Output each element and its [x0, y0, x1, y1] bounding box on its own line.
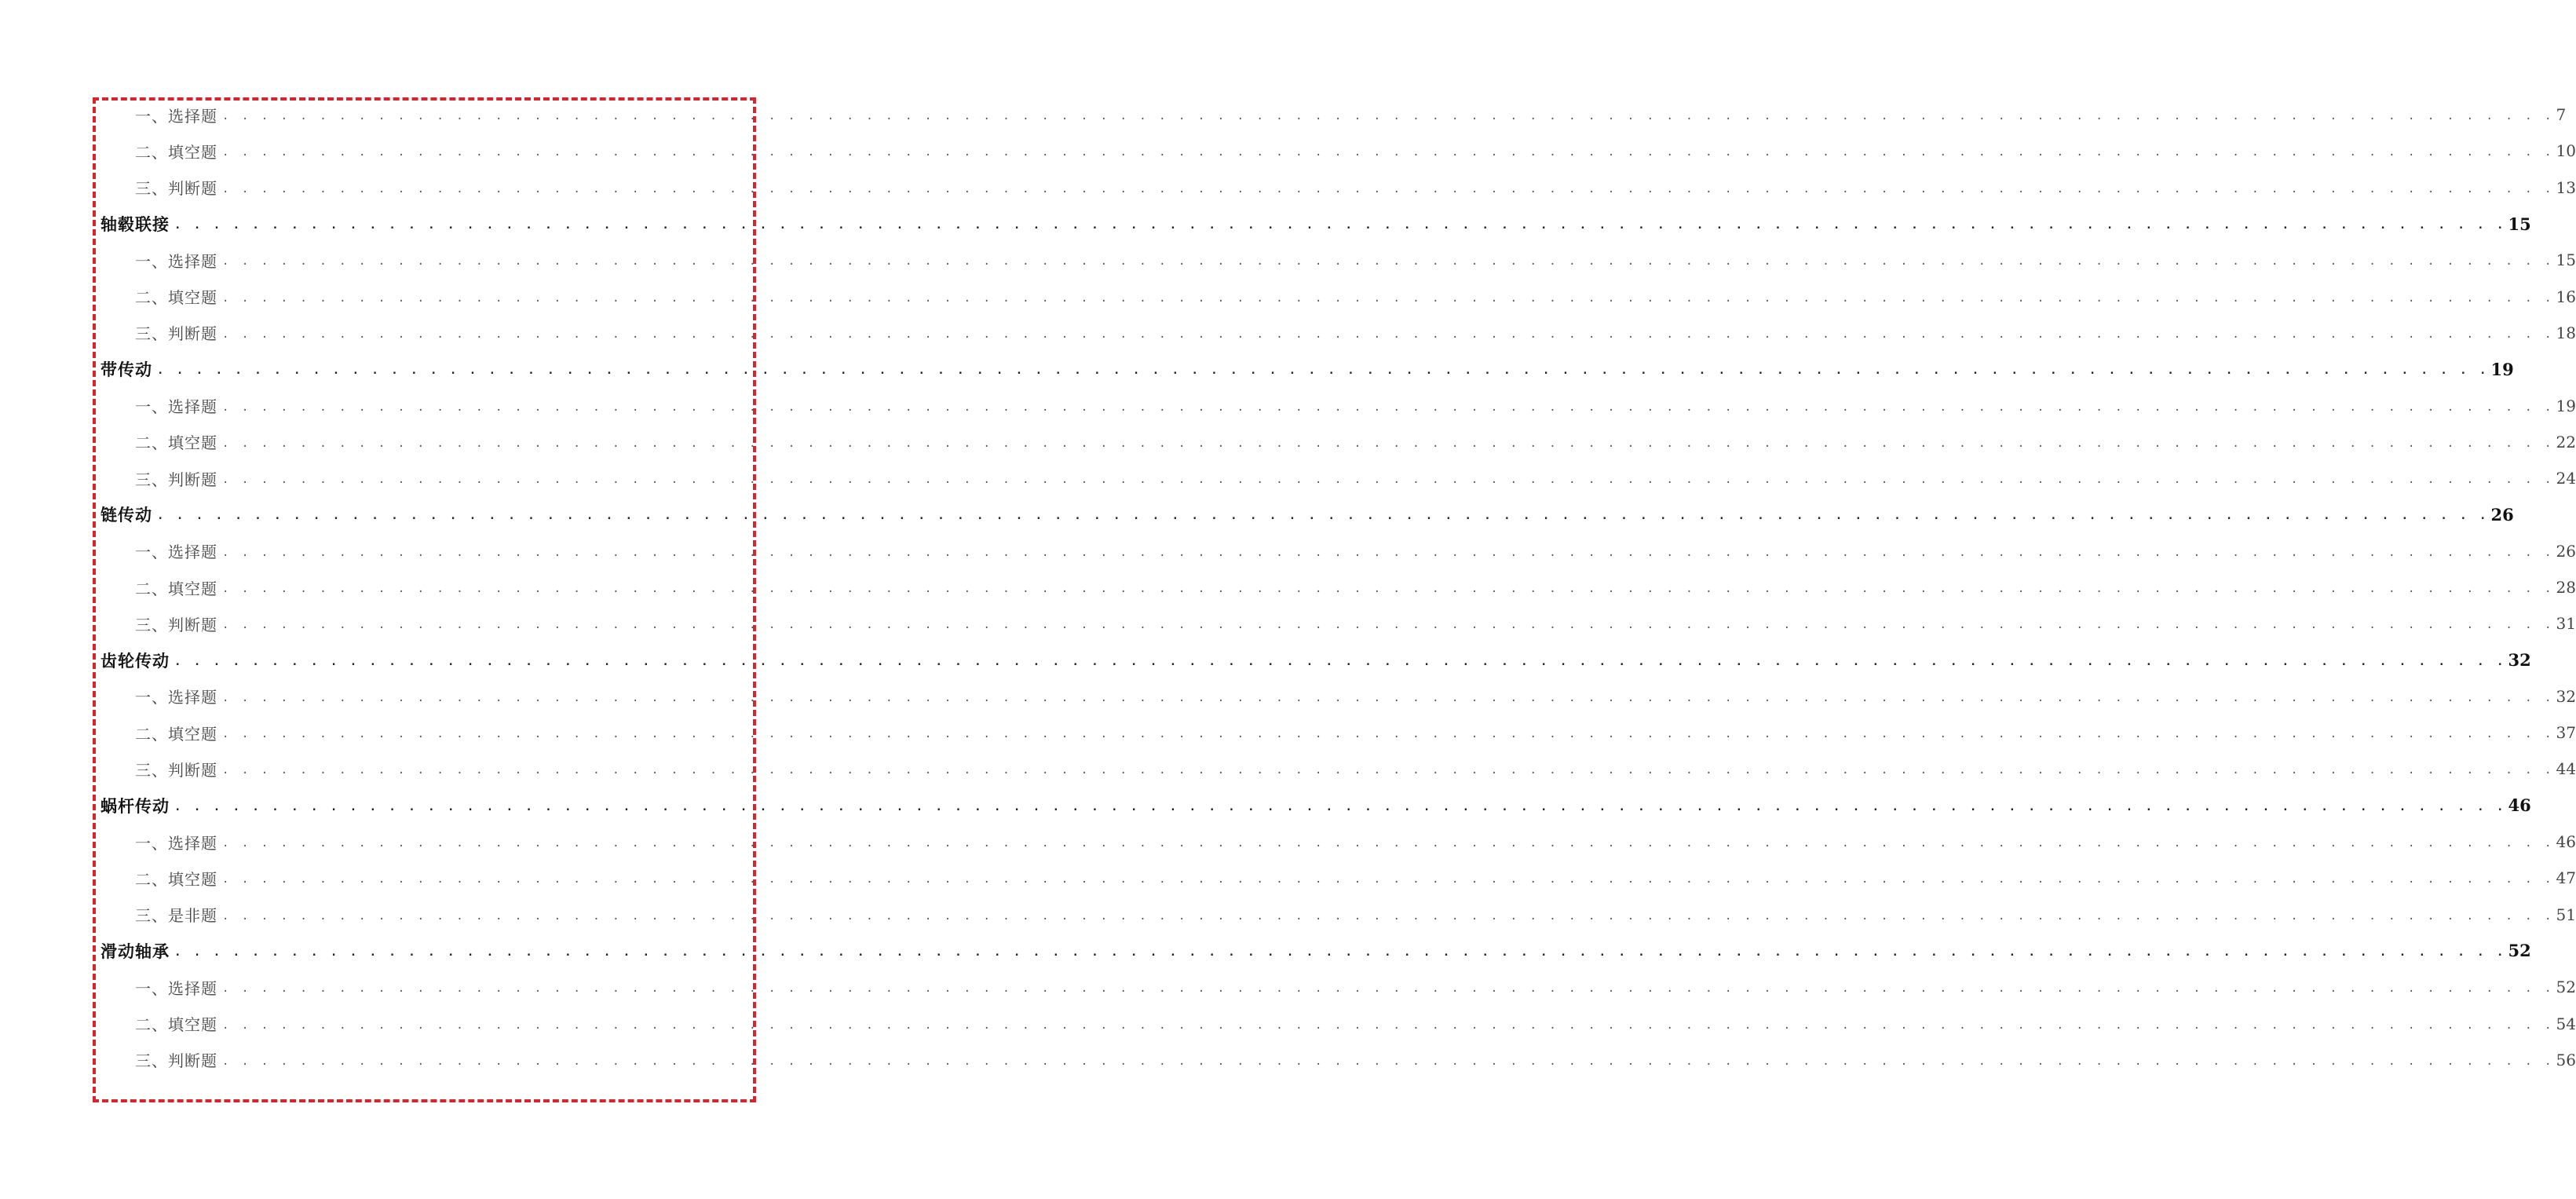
toc-page-number: 22 [2556, 432, 2576, 451]
toc-section-entry[interactable] [100, 715, 2576, 751]
toc-dot-leader: . . . . . . . . . . . . . . . . . . . . . . . . . . . . . . . . . . . . . . . . . . . . . . . . . . . . . . . . . . . . . . . . . . . . . . . . . . . . . . . . . . . . . . . . . . . . . . . . . . . . . . . . . . . . . . . . . . . . . . . . [222, 583, 2555, 595]
toc-page-number: 31 [2556, 614, 2576, 634]
toc-section-title: 一、选择题 [135, 688, 217, 707]
toc-page-number: 7 [2556, 105, 2567, 125]
toc-dot-leader: . . . . . . . . . . . . . . . . . . . . . . . . . . . . . . . . . . . . . . . . . . . . . . . . . . . . . . . . . . . . . . . . . . . . . . . . . . . . . . . . . . . . . . . . . . . . . . . . . . . . . . . . . . . . . . . . . . . . . . . . [222, 327, 2555, 341]
toc-chapter-title: 链传动 [100, 505, 152, 525]
toc-section-entry[interactable] [100, 315, 2576, 351]
toc-page-number: 15 [2508, 214, 2531, 234]
toc-dot-leader: . . . . . . . . . . . . . . . . . . . . . . . . . . . . . . . . . . . . . . . . . . . . . . . . . . . . . . . . . . . . . . . . . . . . . . . . . . . . . . . . . . . . . . . . . . . . . . . . . . . . . . . . . . . . . . . . . . . . . . . . [222, 764, 2555, 777]
toc-dot-leader: . . . . . . . . . . . . . . . . . . . . . . . . . . . . . . . . . . . . . . . . . . . . . . . . . . . . . . . . . . . . . . . . . . . . . . . . . . . . . . . . . . . . . . . . . . . . . . . . . . . . . . . . . . . . . . . . . . . . . . . . [222, 182, 2555, 196]
toc-dot-leader: . . . . . . . . . . . . . . . . . . . . . . . . . . . . . . . . . . . . . . . . . . . . . . . . . . . . . . . . . . . . . . . . . . . . . . . . . . . . . . . . . . . . . . . . . . . . . . . . . . . . . . . . . . . . . . . . . . . . . . . . [222, 1018, 2555, 1032]
toc-chapter-entry[interactable] [100, 788, 2531, 824]
toc-section-entry[interactable] [100, 969, 2576, 1005]
toc-section-entry[interactable] [100, 897, 2576, 933]
toc-section-entry[interactable] [100, 133, 2576, 169]
toc-page-number: 52 [2508, 941, 2531, 961]
toc-page-number: 46 [2508, 795, 2531, 816]
toc-dot-leader: . . . . . . . . . . . . . . . . . . . . . . . . . . . . . . . . . . . . . . . . . . . . . . . . . . . . . . . . . . . . . . . . . . . . . . . . . . . . . . . . . . . . . . . . . . . . . . . . . . . . . . . . . . . . . . . . . . . . . . . . [222, 473, 2555, 487]
toc-chapter-entry[interactable] [100, 933, 2531, 969]
toc-section-entry[interactable] [100, 533, 2576, 569]
toc-section-entry[interactable] [100, 170, 2576, 206]
toc-page-number: 52 [2556, 978, 2576, 997]
toc-page-number: 51 [2556, 905, 2576, 924]
toc-dot-leader: . . . . . . . . . . . . . . . . . . . . . . . . . . . . . . . . . . . . . . . . . . . . . . . . . . . . . . . . . . . . . . . . . . . . . . . . . . . . . . . . . . . . . . . . . . . . . . . . . . . . . . . . . . . . . . . . . . . . . . . . [222, 982, 2555, 996]
toc-dot-leader: . . . . . . . . . . . . . . . . . . . . . . . . . . . . . . . . . . . . . . . . . . . . . . . . . . . . . . . . . . . . . . . . . . . . . . . . . . . . . . . . . . . . . . . . . . . . . . . . . . . . . . . . . . . . . . . . . . . . . . . . [222, 837, 2555, 850]
toc-dot-leader: . . . . . . . . . . . . . . . . . . . . . . . . . . . . . . . . . . . . . . . . . . . . . . . . . . . . . . . . . . . . . . . . . . . . . . . . . . . . . . . . . . . . . . . . . . . . . . . . . . . . . . . . . . . . . . . . . . . . . . . . [174, 655, 2507, 668]
toc-page-number: 54 [2556, 1014, 2576, 1033]
toc-dot-leader: . . . . . . . . . . . . . . . . . . . . . . . . . . . . . . . . . . . . . . . . . . . . . . . . . . . . . . . . . . . . . . . . . . . . . . . . . . . . . . . . . . . . . . . . . . . . . . . . . . . . . . . . . . . . . . . . . . . . . . . . [157, 364, 2490, 378]
toc-dot-leader: . . . . . . . . . . . . . . . . . . . . . . . . . . . . . . . . . . . . . . . . . . . . . . . . . . . . . . . . . . . . . . . . . . . . . . . . . . . . . . . . . . . . . . . . . . . . . . . . . . . . . . . . . . . . . . . . . . . . . . . . [222, 691, 2555, 704]
toc-chapter-entry[interactable] [100, 206, 2531, 242]
toc-dot-leader: . . . . . . . . . . . . . . . . . . . . . . . . . . . . . . . . . . . . . . . . . . . . . . . . . . . . . . . . . . . . . . . . . . . . . . . . . . . . . . . . . . . . . . . . . . . . . . . . . . . . . . . . . . . . . . . . . . . . . . . . [222, 255, 2555, 269]
toc-section-entry[interactable] [100, 1042, 2576, 1078]
toc-dot-leader: . . . . . . . . . . . . . . . . . . . . . . . . . . . . . . . . . . . . . . . . . . . . . . . . . . . . . . . . . . . . . . . . . . . . . . . . . . . . . . . . . . . . . . . . . . . . . . . . . . . . . . . . . . . . . . . . . . . . . . . . [222, 546, 2555, 559]
toc-dot-leader: . . . . . . . . . . . . . . . . . . . . . . . . . . . . . . . . . . . . . . . . . . . . . . . . . . . . . . . . . . . . . . . . . . . . . . . . . . . . . . . . . . . . . . . . . . . . . . . . . . . . . . . . . . . . . . . . . . . . . . . . [222, 1055, 2555, 1068]
toc-section-title: 二、填空题 [135, 142, 217, 162]
toc-section-title: 二、填空题 [135, 724, 217, 744]
toc-section-entry[interactable] [100, 460, 2576, 496]
toc-page-number: 19 [2556, 396, 2576, 415]
toc-page-number: 46 [2556, 832, 2576, 852]
toc-section-entry[interactable] [100, 678, 2576, 715]
toc-section-title: 一、选择题 [135, 397, 217, 417]
table-of-contents [100, 97, 2576, 1078]
toc-dot-leader: . . . . . . . . . . . . . . . . . . . . . . . . . . . . . . . . . . . . . . . . . . . . . . . . . . . . . . . . . . . . . . . . . . . . . . . . . . . . . . . . . . . . . . . . . . . . . . . . . . . . . . . . . . . . . . . . . . . . . . . . [222, 909, 2555, 923]
toc-page-number: 37 [2556, 723, 2576, 743]
toc-section-title: 二、填空题 [135, 1015, 217, 1035]
toc-section-title: 三、判断题 [135, 760, 217, 780]
toc-section-entry[interactable] [100, 1005, 2576, 1041]
toc-page-number: 26 [2556, 541, 2576, 561]
toc-dot-leader: . . . . . . . . . . . . . . . . . . . . . . . . . . . . . . . . . . . . . . . . . . . . . . . . . . . . . . . . . . . . . . . . . . . . . . . . . . . . . . . . . . . . . . . . . . . . . . . . . . . . . . . . . . . . . . . . . . . . . . . . [222, 873, 2555, 886]
toc-page-number: 26 [2490, 504, 2514, 525]
toc-section-entry[interactable] [100, 387, 2576, 423]
toc-section-title: 一、选择题 [135, 543, 217, 562]
toc-section-title: 一、选择题 [135, 833, 217, 853]
toc-section-title: 三、判断题 [135, 470, 217, 489]
toc-page-number: 10 [2556, 141, 2576, 161]
toc-section-entry[interactable] [100, 605, 2576, 642]
toc-page-number: 32 [2508, 650, 2531, 671]
toc-page-number: 56 [2556, 1050, 2576, 1069]
toc-section-title: 三、判断题 [135, 615, 217, 634]
toc-dot-leader: . . . . . . . . . . . . . . . . . . . . . . . . . . . . . . . . . . . . . . . . . . . . . . . . . . . . . . . . . . . . . . . . . . . . . . . . . . . . . . . . . . . . . . . . . . . . . . . . . . . . . . . . . . . . . . . . . . . . . . . . [174, 945, 2507, 959]
toc-page-number: 24 [2556, 469, 2576, 488]
toc-chapter-entry[interactable] [100, 642, 2531, 678]
toc-section-entry[interactable] [100, 824, 2576, 860]
toc-section-title: 二、填空题 [135, 579, 217, 598]
toc-section-title: 三、是非题 [135, 906, 217, 926]
toc-chapter-title: 蜗杆传动 [100, 795, 170, 816]
toc-section-entry[interactable] [100, 751, 2576, 787]
toc-dot-leader: . . . . . . . . . . . . . . . . . . . . . . . . . . . . . . . . . . . . . . . . . . . . . . . . . . . . . . . . . . . . . . . . . . . . . . . . . . . . . . . . . . . . . . . . . . . . . . . . . . . . . . . . . . . . . . . . . . . . . . . . [222, 146, 2555, 159]
toc-dot-leader: . . . . . . . . . . . . . . . . . . . . . . . . . . . . . . . . . . . . . . . . . . . . . . . . . . . . . . . . . . . . . . . . . . . . . . . . . . . . . . . . . . . . . . . . . . . . . . . . . . . . . . . . . . . . . . . . . . . . . . . . [222, 619, 2555, 632]
toc-dot-leader: . . . . . . . . . . . . . . . . . . . . . . . . . . . . . . . . . . . . . . . . . . . . . . . . . . . . . . . . . . . . . . . . . . . . . . . . . . . . . . . . . . . . . . . . . . . . . . . . . . . . . . . . . . . . . . . . . . . . . . . . [222, 400, 2555, 414]
toc-section-title: 三、判断题 [135, 179, 217, 199]
toc-chapter-title: 轴毂联接 [100, 214, 170, 235]
toc-section-entry[interactable] [100, 569, 2576, 605]
toc-dot-leader: . . . . . . . . . . . . . . . . . . . . . . . . . . . . . . . . . . . . . . . . . . . . . . . . . . . . . . . . . . . . . . . . . . . . . . . . . . . . . . . . . . . . . . . . . . . . . . . . . . . . . . . . . . . . . . . . . . . . . . . . [174, 219, 2507, 232]
toc-dot-leader: . . . . . . . . . . . . . . . . . . . . . . . . . . . . . . . . . . . . . . . . . . . . . . . . . . . . . . . . . . . . . . . . . . . . . . . . . . . . . . . . . . . . . . . . . . . . . . . . . . . . . . . . . . . . . . . . . . . . . . . . [222, 291, 2555, 305]
toc-page-number: 18 [2556, 323, 2576, 342]
toc-dot-leader: . . . . . . . . . . . . . . . . . . . . . . . . . . . . . . . . . . . . . . . . . . . . . . . . . . . . . . . . . . . . . . . . . . . . . . . . . . . . . . . . . . . . . . . . . . . . . . . . . . . . . . . . . . . . . . . . . . . . . . . . [157, 510, 2490, 523]
toc-page-number: 32 [2556, 686, 2576, 706]
toc-section-title: 三、判断题 [135, 1051, 217, 1071]
toc-dot-leader: . . . . . . . . . . . . . . . . . . . . . . . . . . . . . . . . . . . . . . . . . . . . . . . . . . . . . . . . . . . . . . . . . . . . . . . . . . . . . . . . . . . . . . . . . . . . . . . . . . . . . . . . . . . . . . . . . . . . . . . . [222, 437, 2555, 450]
toc-section-title: 一、选择题 [135, 251, 217, 271]
toc-page-number: 19 [2490, 359, 2514, 379]
toc-chapter-title: 齿轮传动 [100, 650, 170, 671]
toc-page-number: 47 [2556, 868, 2576, 888]
toc-chapter-title: 滑动轴承 [100, 941, 170, 961]
toc-page-number: 16 [2556, 287, 2576, 306]
toc-section-title: 二、填空题 [135, 433, 217, 453]
toc-section-entry[interactable] [100, 424, 2576, 460]
toc-chapter-title: 带传动 [100, 360, 152, 380]
toc-section-title: 二、填空题 [135, 288, 217, 308]
toc-section-entry[interactable] [100, 97, 2567, 133]
toc-section-title: 一、选择题 [135, 978, 217, 998]
toc-section-title: 一、选择题 [135, 106, 217, 126]
toc-section-entry[interactable] [100, 278, 2576, 314]
toc-chapter-entry[interactable] [100, 351, 2514, 387]
toc-chapter-entry[interactable] [100, 496, 2514, 532]
toc-page-number: 13 [2556, 177, 2576, 197]
toc-dot-leader: . . . . . . . . . . . . . . . . . . . . . . . . . . . . . . . . . . . . . . . . . . . . . . . . . . . . . . . . . . . . . . . . . . . . . . . . . . . . . . . . . . . . . . . . . . . . . . . . . . . . . . . . . . . . . . . . . . . . . . . . [174, 800, 2507, 813]
toc-page-number: 15 [2556, 250, 2576, 270]
toc-section-title: 三、判断题 [135, 324, 217, 344]
toc-page-number: 28 [2556, 578, 2576, 597]
toc-page-number: 44 [2556, 759, 2576, 779]
toc-dot-leader: . . . . . . . . . . . . . . . . . . . . . . . . . . . . . . . . . . . . . . . . . . . . . . . . . . . . . . . . . . . . . . . . . . . . . . . . . . . . . . . . . . . . . . . . . . . . . . . . . . . . . . . . . . . . . . . . . . . . . . . . [222, 728, 2555, 741]
toc-section-entry[interactable] [100, 860, 2576, 896]
toc-section-title: 二、填空题 [135, 869, 217, 889]
toc-dot-leader: . . . . . . . . . . . . . . . . . . . . . . . . . . . . . . . . . . . . . . . . . . . . . . . . . . . . . . . . . . . . . . . . . . . . . . . . . . . . . . . . . . . . . . . . . . . . . . . . . . . . . . . . . . . . . . . . . . . . . . . . [222, 110, 2555, 123]
toc-section-entry[interactable] [100, 242, 2576, 278]
